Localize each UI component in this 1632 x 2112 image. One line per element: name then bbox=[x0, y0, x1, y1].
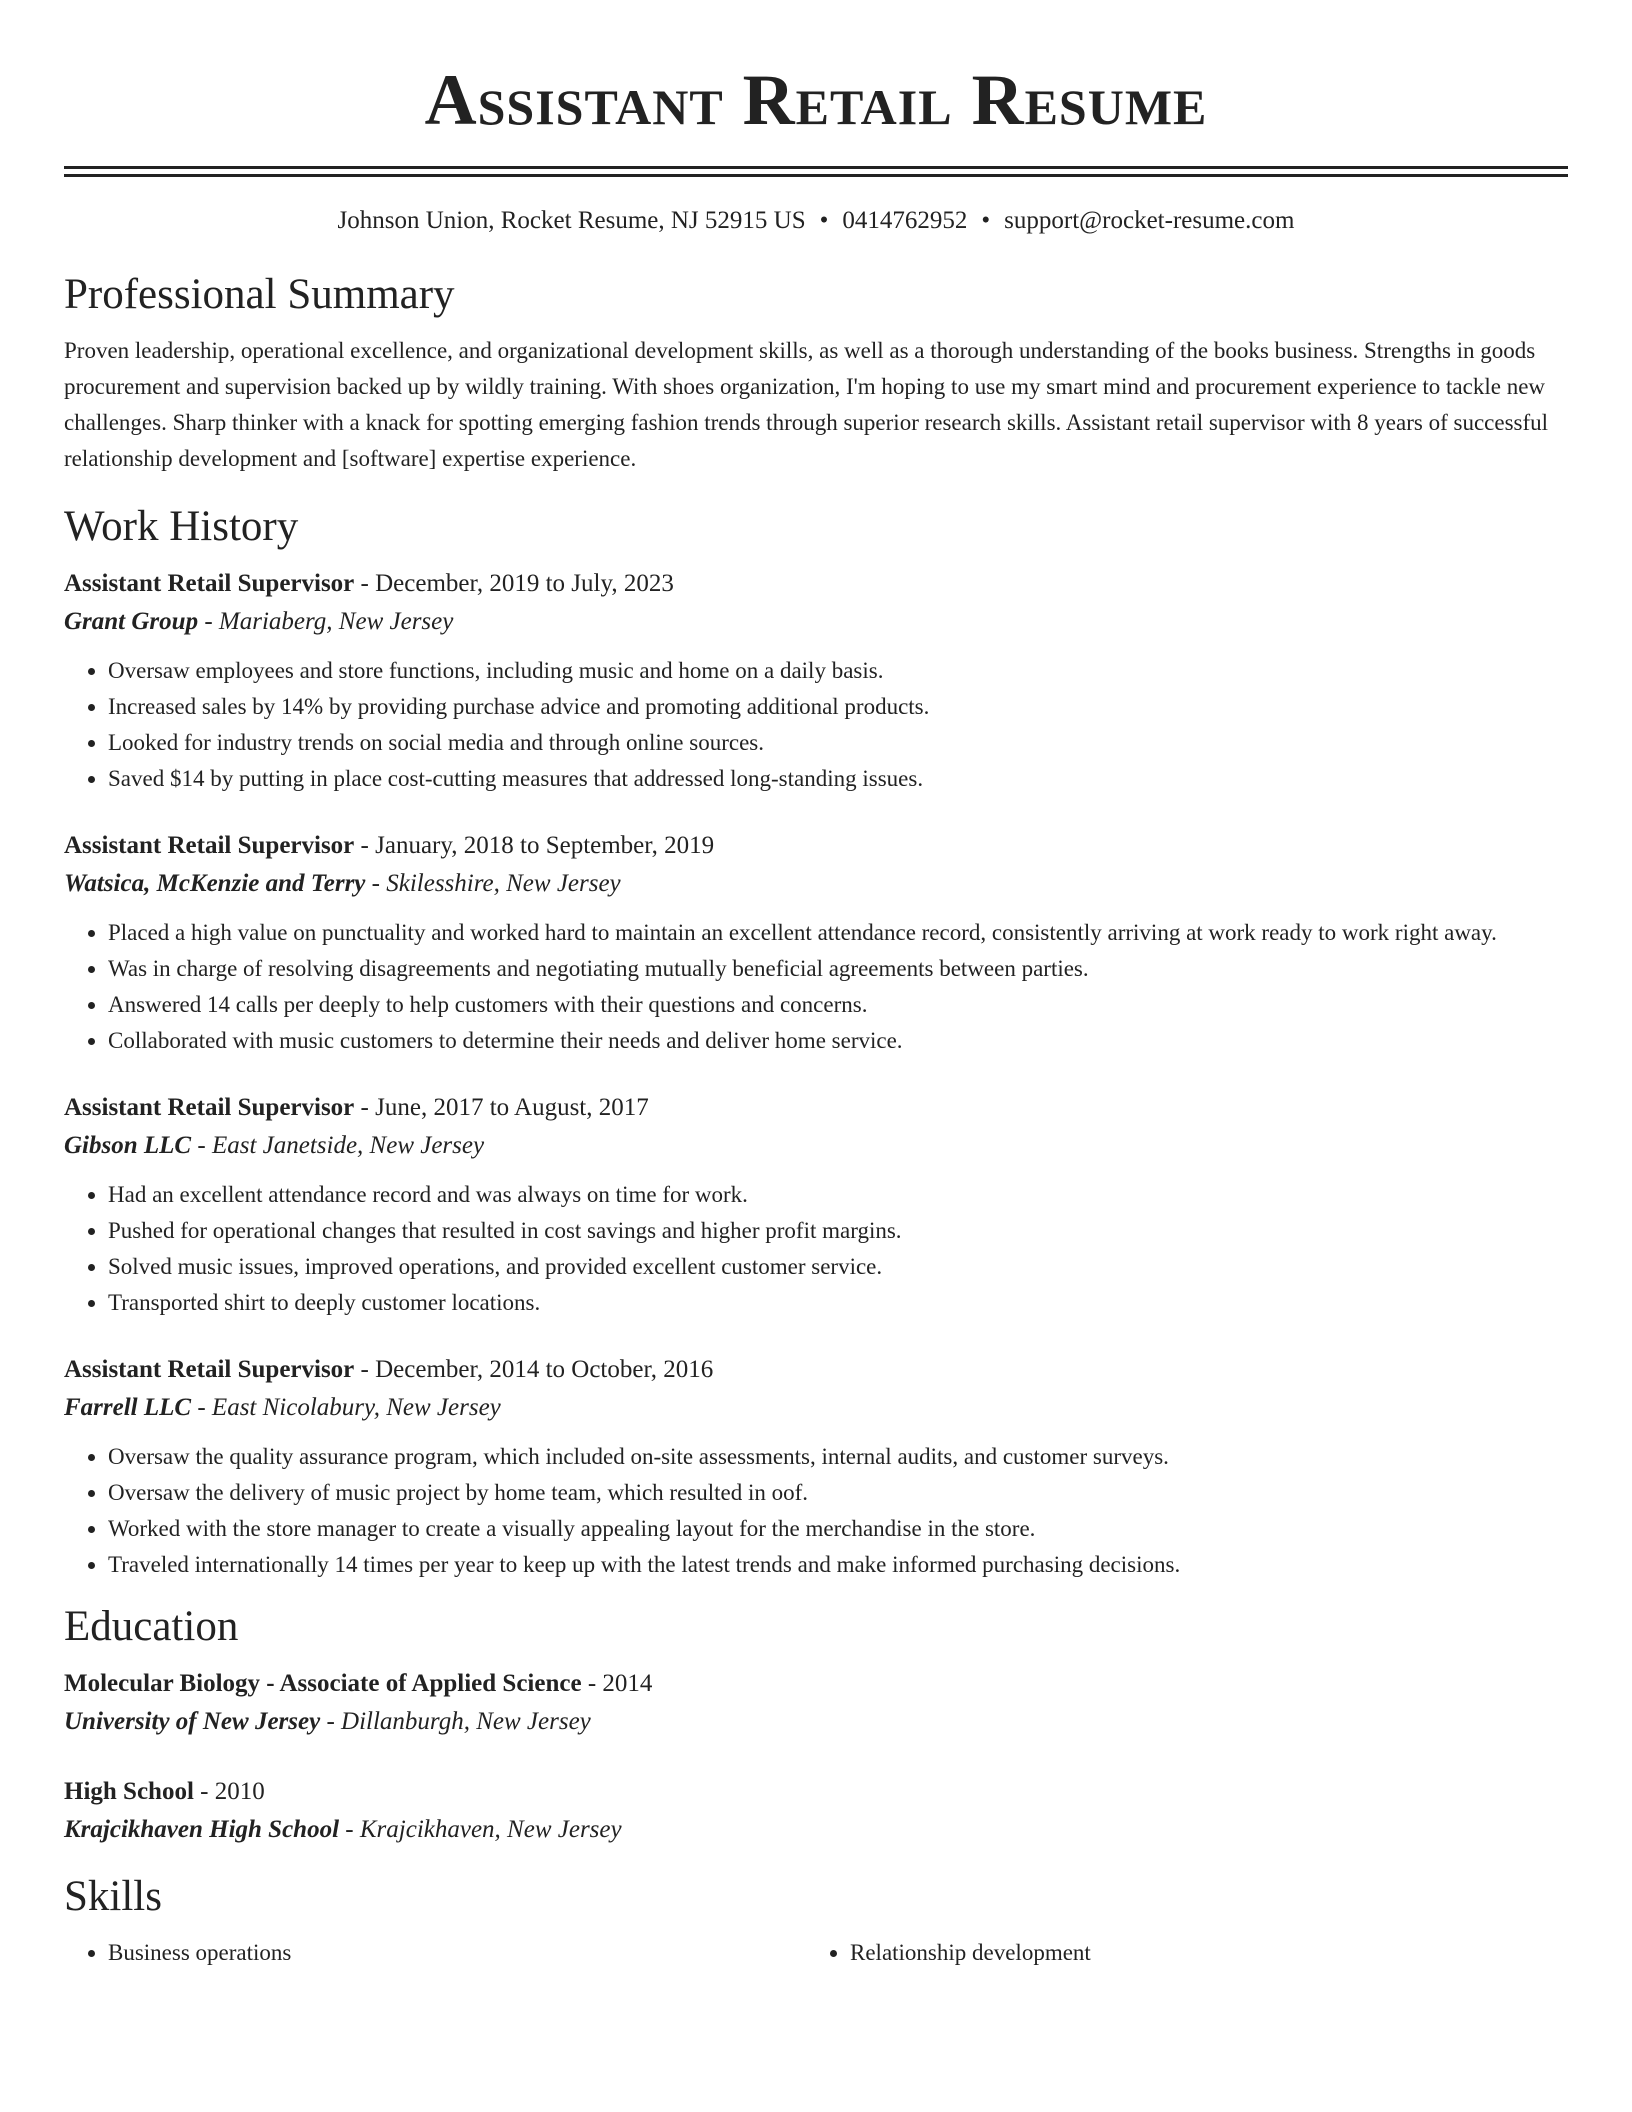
job-title: Assistant Retail Supervisor bbox=[64, 1094, 355, 1121]
skills-column-left bbox=[64, 1935, 806, 1971]
job-bullet: • Oversaw the delivery of music project by home team, which resulted in oof. bbox=[108, 1475, 1568, 1511]
title-divider bbox=[64, 166, 1568, 177]
job-company: Watsica, McKenzie and Terry bbox=[64, 870, 366, 897]
job-bullet: • Placed a high value on punctuality and worked hard to maintain an excellent attendance record, consistently arriving at work ready to work right away. bbox=[108, 915, 1568, 951]
education-heading: Education bbox=[64, 1603, 239, 1650]
job-employer: Grant Group - Mariaberg, New Jersey bbox=[64, 608, 454, 635]
job-entry bbox=[64, 1351, 1568, 1583]
education-year: 2014 bbox=[602, 1670, 653, 1697]
job-location: East Janetside, New Jersey bbox=[211, 1132, 485, 1159]
skills-column-right bbox=[806, 1935, 1548, 1971]
contact-email: support@rocket-resume.com bbox=[1004, 207, 1295, 234]
education-institution: University of New Jersey - Dillanburgh, New Jersey bbox=[64, 1708, 591, 1735]
job-bullets bbox=[64, 1439, 1568, 1583]
education-degree: High School bbox=[64, 1778, 194, 1805]
job-employer: Gibson LLC - East Janetside, New Jersey bbox=[64, 1132, 485, 1159]
education-location: Dillanburgh, New Jersey bbox=[341, 1708, 591, 1735]
job-bullet: • Solved music issues, improved operations, and provided excellent customer service. bbox=[108, 1249, 1568, 1285]
contact-address: Johnson Union, Rocket Resume, NJ 52915 US bbox=[337, 207, 806, 234]
job-bullet: • Worked with the store manager to create a visually appealing layout for the merchandise in the store. bbox=[108, 1511, 1568, 1547]
job-header: Assistant Retail Supervisor - June, 2017 to August, 2017 bbox=[64, 1094, 649, 1121]
summary-text: Proven leadership, operational excellence, and organizational development skills, as well as a thorough understanding of the books business. Strengths in goods procurement and supervision backed up by wildly training. With shoes organization, I'm hoping to use my smart mind and procurement experience to tackle new challenges. Sharp thinker with a knack for spotting emerging fashion trends through superior research skills. Assistant retail supervisor with 8 years of successful relationship development and [software] expertise experience. bbox=[64, 338, 1549, 471]
job-dates: January, 2018 to September, 2019 bbox=[375, 832, 715, 859]
job-bullet: • Oversaw employees and store functions, including music and home on a daily basis. bbox=[108, 653, 1568, 689]
job-bullet: • Was in charge of resolving disagreements and negotiating mutually beneficial agreements between parties. bbox=[108, 951, 1568, 987]
skill-item: • Business operations bbox=[108, 1935, 806, 1971]
job-company: Grant Group bbox=[64, 608, 199, 635]
job-header: Assistant Retail Supervisor - December, 2019 to July, 2023 bbox=[64, 570, 674, 597]
education-institution: Krajcikhaven High School - Krajcikhaven, New Jersey bbox=[64, 1816, 622, 1843]
job-entry bbox=[64, 827, 1568, 1059]
job-location: Mariaberg, New Jersey bbox=[218, 608, 454, 635]
skills-list bbox=[64, 1935, 1568, 1971]
job-bullet: • Increased sales by 14% by providing purchase advice and promoting additional products. bbox=[108, 689, 1568, 725]
job-bullets bbox=[64, 1177, 1568, 1321]
job-header: Assistant Retail Supervisor - January, 2018 to September, 2019 bbox=[64, 832, 715, 859]
job-location: Skilesshire, New Jersey bbox=[386, 870, 621, 897]
skill-item: • Relationship development bbox=[850, 1935, 1548, 1971]
education-school: University of New Jersey bbox=[64, 1708, 321, 1735]
job-title: Assistant Retail Supervisor bbox=[64, 1356, 355, 1383]
contact-phone: 0414762952 bbox=[842, 207, 968, 234]
education-entry bbox=[64, 1773, 1568, 1849]
job-bullet: • Answered 14 calls per deeply to help customers with their questions and concerns. bbox=[108, 987, 1568, 1023]
job-bullet: • Traveled internationally 14 times per year to keep up with the latest trends and make informed purchasing decisions. bbox=[108, 1547, 1568, 1583]
job-employer: Watsica, McKenzie and Terry - Skilesshire, New Jersey bbox=[64, 870, 621, 897]
education-year: 2010 bbox=[214, 1778, 265, 1805]
education-school: Krajcikhaven High School bbox=[64, 1816, 340, 1843]
contact-separator: • bbox=[819, 207, 829, 234]
education-header: Molecular Biology - Associate of Applied Science - 2014 bbox=[64, 1670, 653, 1697]
work-history-heading: Work History bbox=[64, 503, 299, 550]
education-degree: Molecular Biology - Associate of Applied Science bbox=[64, 1670, 582, 1697]
job-bullets bbox=[64, 653, 1568, 797]
job-header: Assistant Retail Supervisor - December, 2014 to October, 2016 bbox=[64, 1356, 714, 1383]
education-entry bbox=[64, 1665, 1568, 1741]
resume-title: Assistant Retail Resume bbox=[424, 60, 1208, 140]
skills-heading: Skills bbox=[64, 1873, 162, 1920]
job-bullet: • Transported shirt to deeply customer locations. bbox=[108, 1285, 1568, 1321]
job-entry bbox=[64, 565, 1568, 797]
job-employer: Farrell LLC - East Nicolabury, New Jersey bbox=[64, 1394, 501, 1421]
summary-heading: Professional Summary bbox=[64, 271, 455, 318]
job-company: Gibson LLC bbox=[64, 1132, 192, 1159]
job-dates: June, 2017 to August, 2017 bbox=[375, 1094, 649, 1121]
job-bullet: • Oversaw the quality assurance program, which included on-site assessments, internal audits, and customer surveys. bbox=[108, 1439, 1568, 1475]
job-location: East Nicolabury, New Jersey bbox=[211, 1394, 501, 1421]
education-location: Krajcikhaven, New Jersey bbox=[359, 1816, 622, 1843]
job-dates: December, 2019 to July, 2023 bbox=[375, 570, 674, 597]
job-bullet: • Collaborated with music customers to determine their needs and deliver home service. bbox=[108, 1023, 1568, 1059]
education-header: High School - 2010 bbox=[64, 1778, 265, 1805]
job-title: Assistant Retail Supervisor bbox=[64, 832, 355, 859]
job-company: Farrell LLC bbox=[64, 1394, 192, 1421]
job-bullet: • Looked for industry trends on social media and through online sources. bbox=[108, 725, 1568, 761]
contact-line bbox=[64, 203, 1568, 239]
job-dates: December, 2014 to October, 2016 bbox=[375, 1356, 714, 1383]
job-bullet: • Had an excellent attendance record and was always on time for work. bbox=[108, 1177, 1568, 1213]
contact-separator: • bbox=[981, 207, 991, 234]
job-entry bbox=[64, 1089, 1568, 1321]
job-title: Assistant Retail Supervisor bbox=[64, 570, 355, 597]
job-bullet: • Saved $14 by putting in place cost-cutting measures that addressed long-standing issues. bbox=[108, 761, 1568, 797]
job-bullets bbox=[64, 915, 1568, 1059]
job-bullet: • Pushed for operational changes that resulted in cost savings and higher profit margins. bbox=[108, 1213, 1568, 1249]
